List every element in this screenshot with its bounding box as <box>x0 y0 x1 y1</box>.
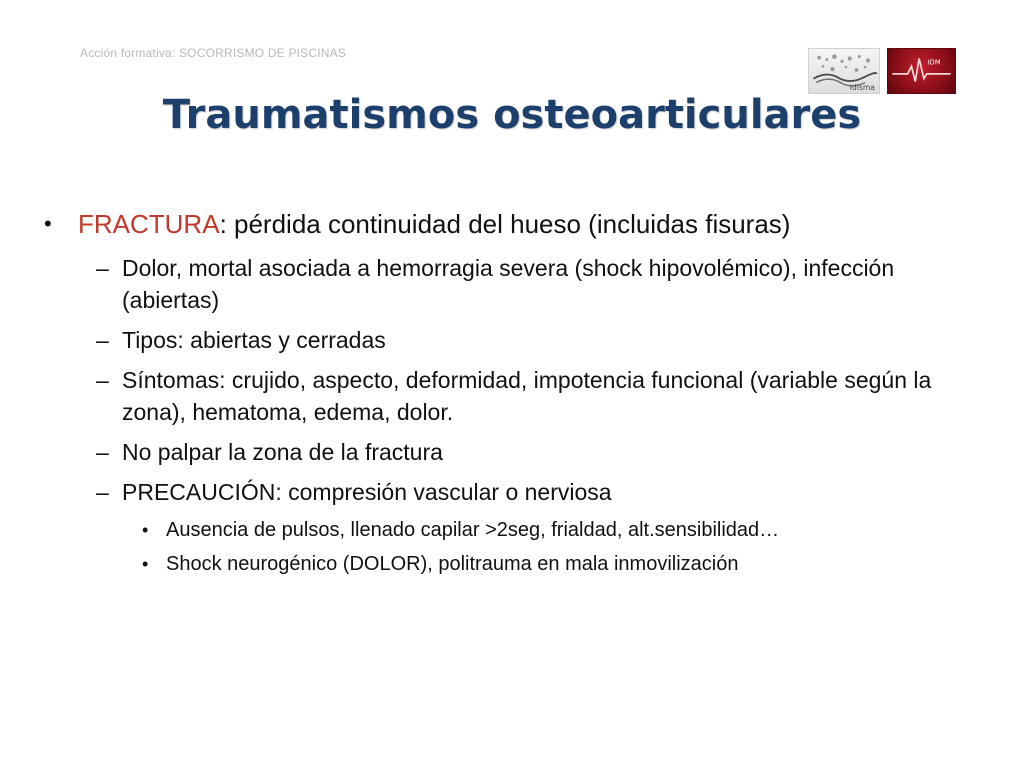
subsubitem-1 <box>142 516 984 544</box>
idisma-logo-mark <box>809 49 879 93</box>
dash-icon: – <box>96 439 109 465</box>
fractura-definition: : pérdida continuidad del hueso (incluidas fisuras) <box>219 209 791 239</box>
subsubitem-2 <box>142 550 984 578</box>
slide-content <box>44 206 984 584</box>
subitem-5-text: PRECAUCIÓN: compresión vascular o nerviosa <box>122 479 612 505</box>
subitem-1-text: Dolor, mortal asociada a hemorragia severa (shock hipovolémico), infección (abiertas) <box>122 255 895 313</box>
small-bullet-icon: • <box>142 554 149 574</box>
subitem-4-text: No palpar la zona de la fractura <box>122 439 443 465</box>
course-header-label: Acción formativa: SOCORRISMO DE PISCINAS <box>80 46 347 60</box>
subsubitem-1-text: Ausencia de pulsos, llenado capilar >2seg, frialdad, alt.sensibilidad… <box>166 519 780 541</box>
subitem-2-text: Tipos: abiertas y cerradas <box>122 327 386 353</box>
slide-title: Traumatismos osteoarticulares <box>162 92 862 138</box>
idm-logo-caption: IDM <box>927 58 941 67</box>
dash-icon: – <box>96 327 109 353</box>
subitem-1 <box>96 252 984 316</box>
dash-icon: – <box>96 479 109 505</box>
subsubitem-2-text: Shock neurogénico (DOLOR), politrauma en mala inmovilización <box>166 553 739 575</box>
subitem-4 <box>96 436 984 468</box>
subitem-2 <box>96 324 984 356</box>
subitem-3-text: Síntomas: crujido, aspecto, deformidad, impotencia funcional (variable según la zona), hematoma, edema, dolor. <box>122 367 932 425</box>
dash-icon: – <box>96 367 109 393</box>
idisma-logo-caption: idisma <box>849 83 875 93</box>
small-bullet-icon: • <box>142 520 149 540</box>
main-bullet-item <box>44 206 984 242</box>
main-bullet-icon: • <box>44 211 52 236</box>
subitem-3 <box>96 364 984 428</box>
subitem-5 <box>96 476 984 508</box>
idm-logo-mark <box>888 49 955 93</box>
dash-icon: – <box>96 255 109 281</box>
fractura-term: FRACTURA <box>78 209 220 239</box>
